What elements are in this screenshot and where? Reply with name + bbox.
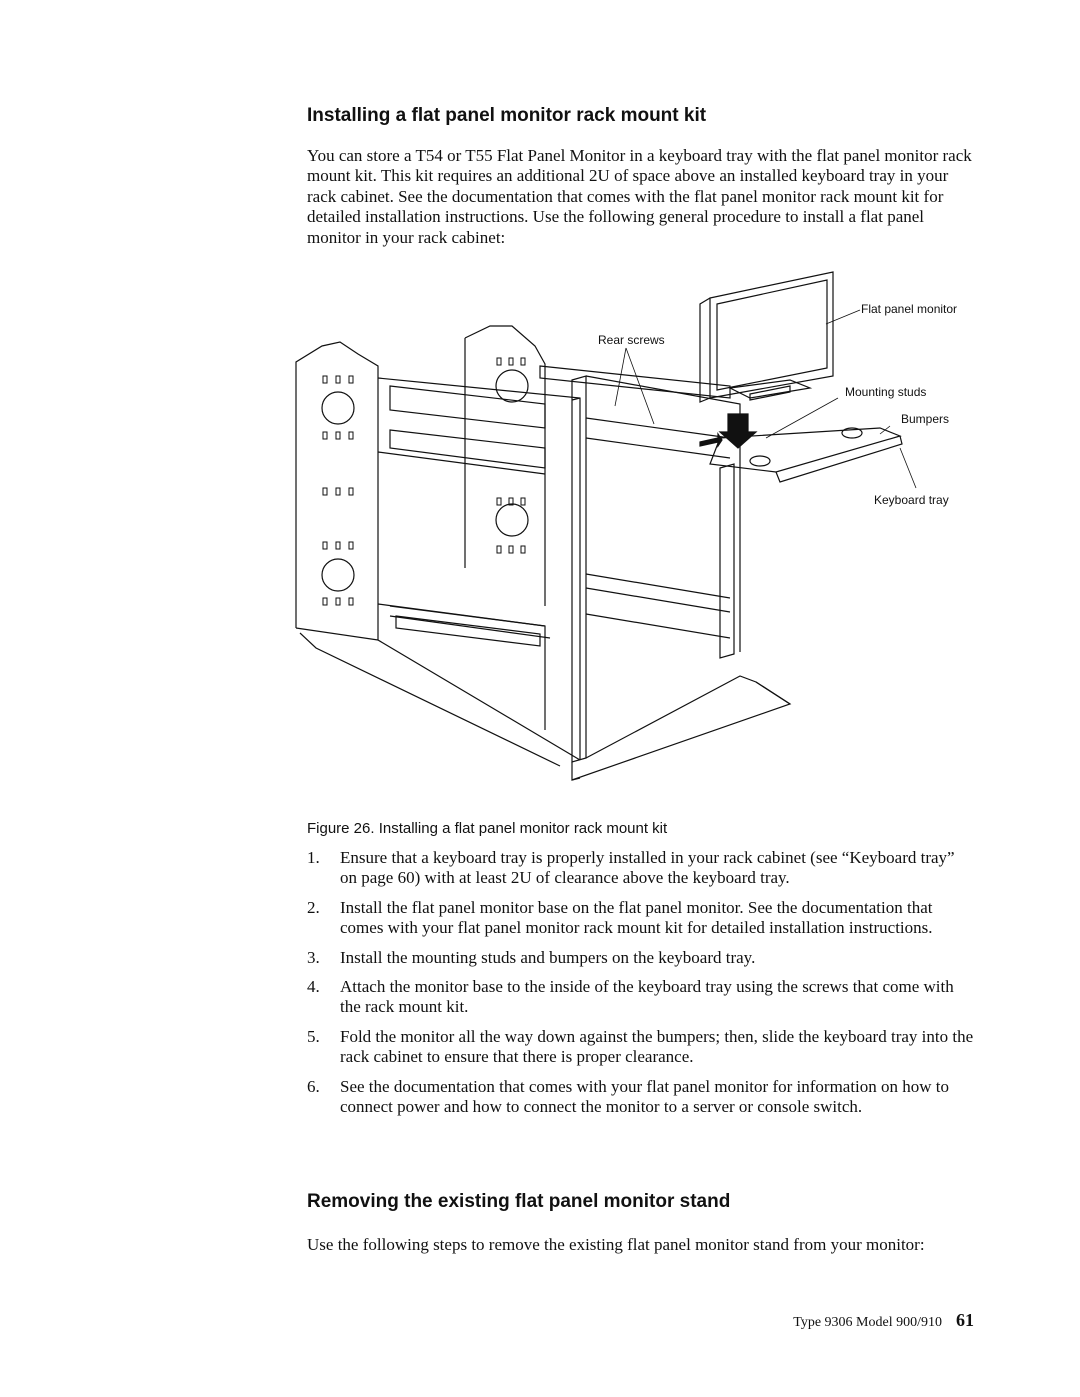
step-number: 4. — [307, 977, 320, 997]
step-item — [307, 948, 975, 968]
step-item — [307, 848, 975, 889]
step-text: Attach the monitor base to the inside of the keyboard tray using the screws that come with the rack mount kit. — [340, 977, 954, 1017]
step-item — [307, 898, 975, 939]
step-text: Install the flat panel monitor base on the flat panel monitor. See the documentation that comes with your flat panel monitor rack mount kit for detailed installation instructions. — [340, 897, 933, 938]
rack-illustration — [290, 268, 990, 800]
label-rear-screws: Rear screws — [598, 333, 665, 347]
rack-mount-figure — [290, 268, 990, 800]
step-text: Fold the monitor all the way down against the bumpers; then, slide the keyboard tray into the rack cabinet to ensure that there is proper clearance. — [340, 1026, 974, 1067]
page-footer — [793, 1311, 974, 1332]
label-mounting-studs: Mounting studs — [845, 385, 927, 399]
step-number: 1. — [307, 848, 320, 867]
footer-model-text: Type 9306 Model 900/910 — [793, 1315, 942, 1330]
step-number: 2. — [307, 897, 320, 917]
rack-cabinet-drawing — [296, 272, 902, 780]
label-flat-panel-monitor: Flat panel monitor — [861, 302, 958, 316]
procedure-steps — [307, 848, 975, 1126]
remove-stand-intro-paragraph: Use the following steps to remove the existing flat panel monitor stand from your monitor: — [307, 1235, 925, 1254]
step-item — [307, 1077, 975, 1118]
step-number: 5. — [307, 1026, 320, 1046]
label-keyboard-tray: Keyboard tray — [874, 493, 949, 507]
page-number: 61 — [956, 1310, 974, 1330]
step-number: 6. — [307, 1076, 320, 1096]
section-heading-remove-stand: Removing the existing flat panel monitor stand — [307, 1191, 731, 1212]
figure-caption: Figure 26. Installing a flat panel monitor rack mount kit — [307, 820, 668, 837]
label-bumpers: Bumpers — [901, 412, 950, 426]
step-text: See the documentation that comes with your flat panel monitor for information on how to connect power and how to connect the monitor to a server or console switch. — [340, 1076, 950, 1117]
install-intro-paragraph: You can store a T54 or T55 Flat Panel Monitor in a keyboard tray with the flat panel monitor rack mount kit. This kit requires an additional 2U of space above an installed keyboard tray in your rack cabinet. See the documentation that comes with the flat panel monitor rack mount kit for detailed installation instructions. Use the following general procedure to install a flat panel monitor in your rack cabinet: — [307, 146, 972, 247]
step-text: Install the mounting studs and bumpers on the keyboard tray. — [340, 947, 756, 967]
step-text: Ensure that a keyboard tray is properly installed in your rack cabinet (see “Keyboard tray” on page 60) with at least 2U of clearance above the keyboard tray. — [340, 848, 955, 888]
section-heading-install: Installing a flat panel monitor rack mount kit — [307, 105, 707, 126]
step-item — [307, 1027, 975, 1068]
step-number: 3. — [307, 947, 320, 967]
step-item — [307, 977, 975, 1018]
